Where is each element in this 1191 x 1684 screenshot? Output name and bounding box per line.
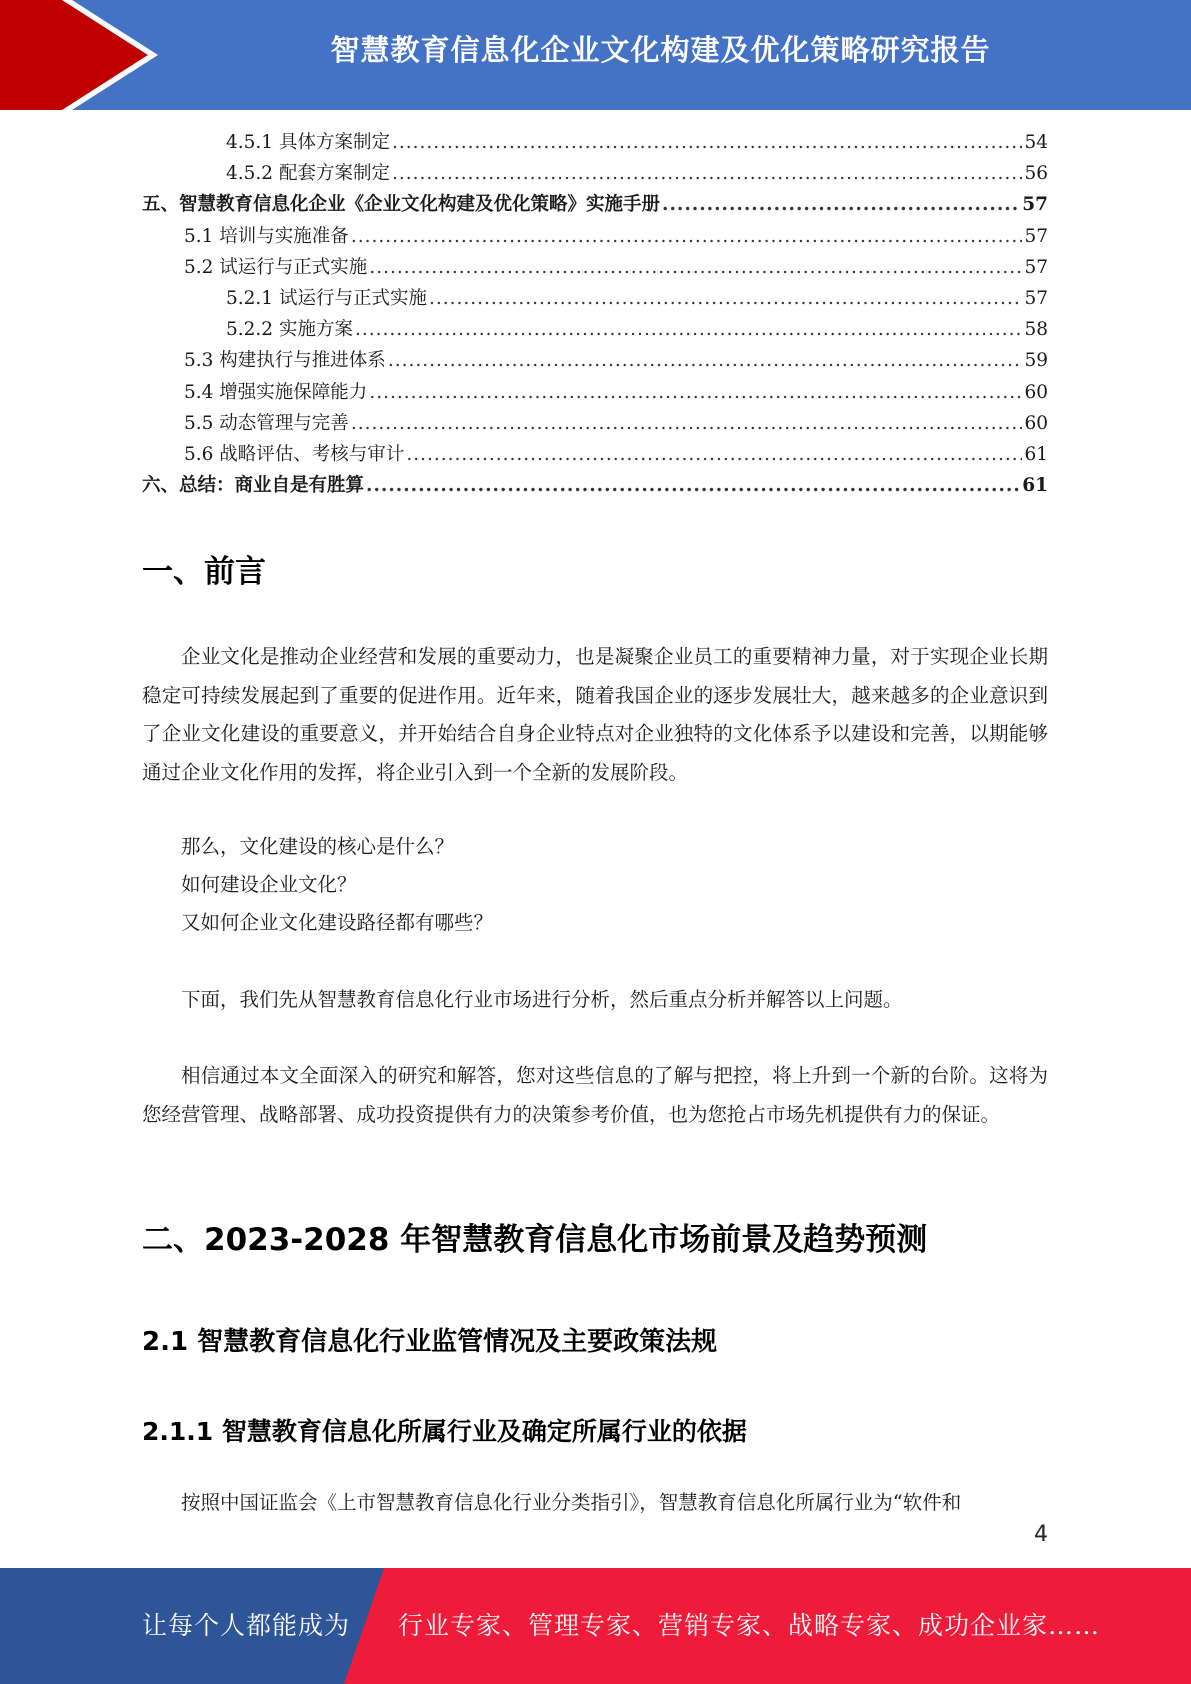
toc-entry-page: 57: [1024, 287, 1048, 309]
section-heading-market-outlook: 二、2023-2028 年智慧教育信息化市场前景及趋势预测: [142, 1222, 928, 1258]
toc-entry[interactable]: [142, 128, 1048, 159]
toc-entry-title: 六、总结：商业自是有胜算: [142, 475, 365, 497]
toc-entry-page: 57: [1024, 225, 1048, 247]
report-title: 智慧教育信息化企业文化构建及优化策略研究报告: [330, 33, 991, 67]
toc-entry-page: 57: [1024, 256, 1048, 278]
preface-paragraph-3: 相信通过本文全面深入的研究和解答，您对这些信息的了解与把控，将上升到一个新的台阶。这将为您经营管理、战略部署、成功投资提供有力的决策参考价值，也为您抢占市场先机提供有力的保证。: [142, 1064, 1048, 1126]
toc-entry[interactable]: [142, 222, 1048, 253]
toc-entry[interactable]: [142, 409, 1048, 440]
toc-entry-page: 60: [1024, 412, 1048, 434]
toc-leader-dots: [351, 413, 1023, 434]
page-header: [0, 0, 1191, 110]
toc-entry-page: 56: [1024, 163, 1048, 185]
toc-entry-title: 5.6 战略评估、考核与审计: [184, 443, 405, 465]
toc-leader-dots: [366, 475, 1020, 496]
toc-entry[interactable]: [142, 159, 1048, 190]
toc-entry[interactable]: [142, 471, 1048, 502]
toc-entry-title: 5.2.1 试运行与正式实施: [226, 287, 427, 309]
toc-entry-title: 5.4 增强实施保障能力: [184, 381, 368, 403]
footer-slogan-right: 行业专家、管理专家、营销专家、战略专家、成功企业家……: [398, 1611, 1101, 1640]
toc-entry-page: 59: [1024, 350, 1048, 372]
question-line-3: 又如何企业文化建设路径都有哪些？: [181, 911, 494, 934]
toc-entry[interactable]: [142, 440, 1048, 471]
toc-entry-title: 4.5.1 具体方案制定: [226, 132, 390, 153]
toc-entry-title: 5.2 试运行与正式实施: [184, 256, 368, 278]
toc-entry[interactable]: [142, 346, 1048, 377]
toc-entry-page: 58: [1024, 319, 1048, 341]
toc-entry-page: 61: [1024, 443, 1048, 465]
toc-entry-title: 五、智慧教育信息化企业《企业文化构建及优化策略》实施手册: [142, 194, 661, 216]
toc-entry[interactable]: [142, 253, 1048, 284]
question-line-2: 如何建设企业文化？: [181, 873, 357, 896]
toc-entry-title: 5.5 动态管理与完善: [184, 412, 349, 434]
toc-leader-dots: [429, 288, 1022, 309]
table-of-contents: [142, 128, 1048, 502]
industry-paragraph: 按照中国证监会《上市智慧教育信息化行业分类指引》，智慧教育信息化所属行业为“软件和: [181, 1491, 962, 1514]
preface-paragraph-1: 企业文化是推动企业经营和发展的重要动力，也是凝聚企业员工的重要精神力量，对于实现企业长期稳定可持续发展起到了重要的促进作用。近年来，随着我国企业的逐步发展壮大，越来越多的企业意识到了企业文化建设的重要意义，并开始结合自身企业特点对企业独特的文化体系予以建设和完善，以期能够通过企业文化作用的发挥，将企业引入到一个全新的发展阶段。: [142, 645, 1048, 784]
page-footer: [0, 1568, 1191, 1684]
toc-entry[interactable]: [142, 378, 1048, 409]
toc-entry-title: 5.2.2 实施方案: [226, 319, 353, 341]
toc-entry-title: 5.1 培训与实施准备: [184, 225, 349, 247]
subsection-heading-2-1-1: 2.1.1 智慧教育信息化所属行业及确定所属行业的依据: [142, 1417, 747, 1446]
toc-entry-title: 4.5.2 配套方案制定: [226, 163, 390, 185]
toc-leader-dots: [355, 319, 1023, 340]
toc-entry-page: 61: [1022, 475, 1048, 497]
toc-leader-dots: [388, 350, 1023, 371]
subsection-heading-2-1: 2.1 智慧教育信息化行业监管情况及主要政策法规: [142, 1327, 718, 1357]
toc-entry-page: 57: [1022, 194, 1048, 216]
toc-leader-dots: [392, 132, 1022, 153]
question-line-1: 那么，文化建设的核心是什么？: [181, 835, 455, 858]
preface-paragraph-2: 下面，我们先从智慧教育信息化行业市场进行分析，然后重点分析并解答以上问题。: [181, 988, 903, 1011]
footer-slogan-left: 让每个人都能成为: [142, 1611, 351, 1640]
toc-leader-dots: [369, 382, 1022, 403]
toc-leader-dots: [369, 257, 1022, 278]
toc-entry-title: 5.3 构建执行与推进体系: [184, 350, 386, 372]
page-number: 4: [1034, 1522, 1048, 1547]
section-heading-preface: 一、前言: [142, 554, 266, 590]
toc-leader-dots: [662, 194, 1020, 215]
toc-leader-dots: [351, 226, 1023, 247]
toc-entry-page: 60: [1024, 381, 1048, 403]
toc-entry-page: 54: [1024, 132, 1048, 153]
toc-entry[interactable]: [142, 190, 1048, 221]
toc-entry[interactable]: [142, 315, 1048, 346]
toc-leader-dots: [392, 163, 1022, 184]
toc-leader-dots: [406, 444, 1022, 465]
toc-entry[interactable]: [142, 284, 1048, 315]
